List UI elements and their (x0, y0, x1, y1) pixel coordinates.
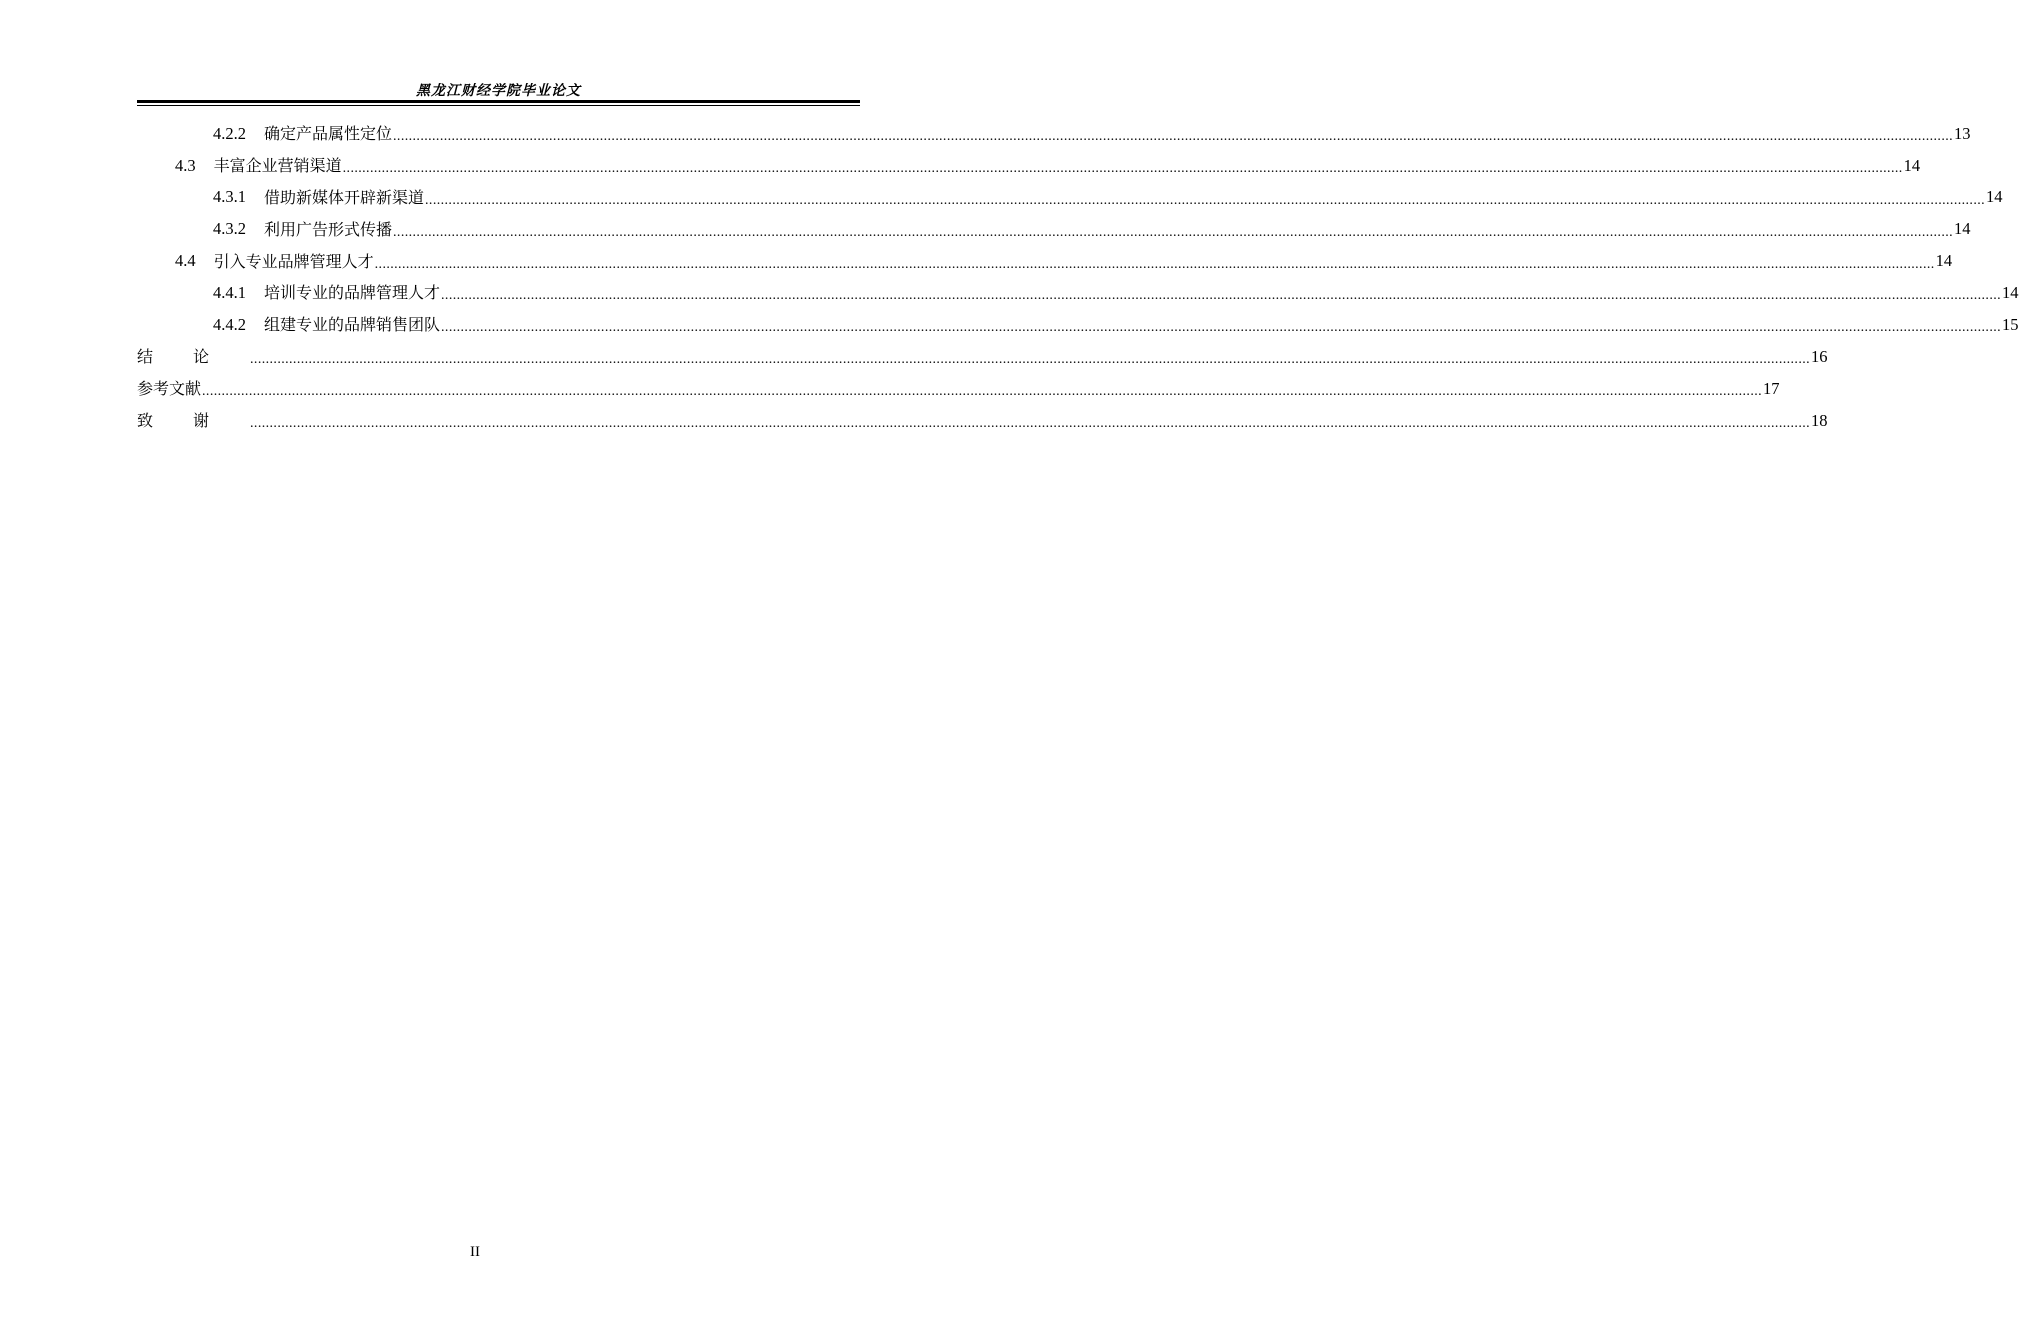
toc-entry-title: 培训专业的品牌管理人才 (264, 283, 441, 303)
toc-entry-number: 4.3 (175, 155, 196, 175)
toc-entry-title: 致谢 (137, 410, 250, 430)
header-rule-thick (137, 100, 860, 103)
toc-entry-title: 结论 (137, 347, 250, 367)
toc-entry-page: 14 (1986, 187, 2003, 207)
toc-dot-leader: ................................................................................................................................................................................................................................................................................................................................................................................................................ (374, 256, 1935, 272)
toc-entry-page: 18 (1811, 410, 1828, 430)
toc-entry-page: 16 (1811, 346, 1828, 366)
toc-entry-number: 4.3.1 (213, 187, 246, 207)
toc-dot-leader: ................................................................................................................................................................................................................................................................................................................................................................................................................ (441, 288, 2002, 304)
toc-dot-leader: ................................................................................................................................................................................................................................................................................................................................................................................................................ (250, 352, 1811, 368)
toc-entry-page: 14 (1935, 251, 1953, 271)
toc-entry-title: 引入专业品牌管理人才 (213, 251, 374, 271)
toc-dot-leader: ................................................................................................................................................................................................................................................................................................................................................................................................................ (250, 415, 1811, 431)
toc-entry[interactable] (137, 214, 1971, 246)
toc-entry-title: 借助新媒体开辟新渠道 (264, 187, 425, 207)
toc-dot-leader: ................................................................................................................................................................................................................................................................................................................................................................................................................ (202, 384, 1763, 400)
toc-entry[interactable] (137, 182, 2003, 214)
toc-entry-title: 参考文献 (137, 379, 202, 399)
page-header-title: 黑龙江财经学院毕业论文 (416, 83, 581, 99)
toc-entry-title: 确定产品属性定位 (264, 123, 393, 143)
toc-entry-page: 14 (1954, 219, 1971, 239)
toc-entry-number: 4.4.1 (213, 283, 246, 303)
toc-entry-page: 13 (1954, 123, 1971, 143)
toc-entry[interactable] (137, 309, 2019, 341)
toc-entry-number: 4.4.2 (213, 315, 246, 335)
toc-entry-title: 丰富企业营销渠道 (213, 155, 342, 175)
page-number: II (470, 1244, 480, 1260)
toc-entry-number: 4.4 (175, 251, 196, 271)
toc-entry-title: 组建专业的品牌销售团队 (264, 315, 441, 335)
toc-entry-number: 4.2.2 (213, 123, 246, 143)
toc-entry[interactable] (137, 246, 1953, 278)
toc-entry[interactable] (137, 277, 2019, 309)
header-rule-thin (137, 105, 860, 106)
toc-entry[interactable] (137, 373, 1780, 405)
toc-dot-leader: ................................................................................................................................................................................................................................................................................................................................................................................................................ (425, 192, 1986, 208)
toc-dot-leader: ................................................................................................................................................................................................................................................................................................................................................................................................................ (393, 224, 1954, 240)
toc-entry[interactable] (137, 405, 1828, 437)
toc-entry-title: 利用广告形式传播 (264, 219, 393, 239)
toc-entry[interactable] (137, 118, 1971, 150)
toc-entry-page: 14 (2002, 283, 2019, 303)
toc-entry[interactable] (137, 150, 1921, 182)
toc-entry-page: 15 (2002, 315, 2019, 335)
toc-entry-number: 4.3.2 (213, 219, 246, 239)
toc-entry-page: 14 (1903, 155, 1921, 175)
toc-dot-leader: ................................................................................................................................................................................................................................................................................................................................................................................................................ (342, 160, 1903, 176)
toc-entry-page: 17 (1763, 378, 1780, 398)
toc-entry[interactable] (137, 341, 1828, 373)
table-of-contents (137, 118, 2019, 437)
toc-dot-leader: ................................................................................................................................................................................................................................................................................................................................................................................................................ (441, 320, 2002, 336)
toc-dot-leader: ................................................................................................................................................................................................................................................................................................................................................................................................................ (393, 128, 1954, 144)
